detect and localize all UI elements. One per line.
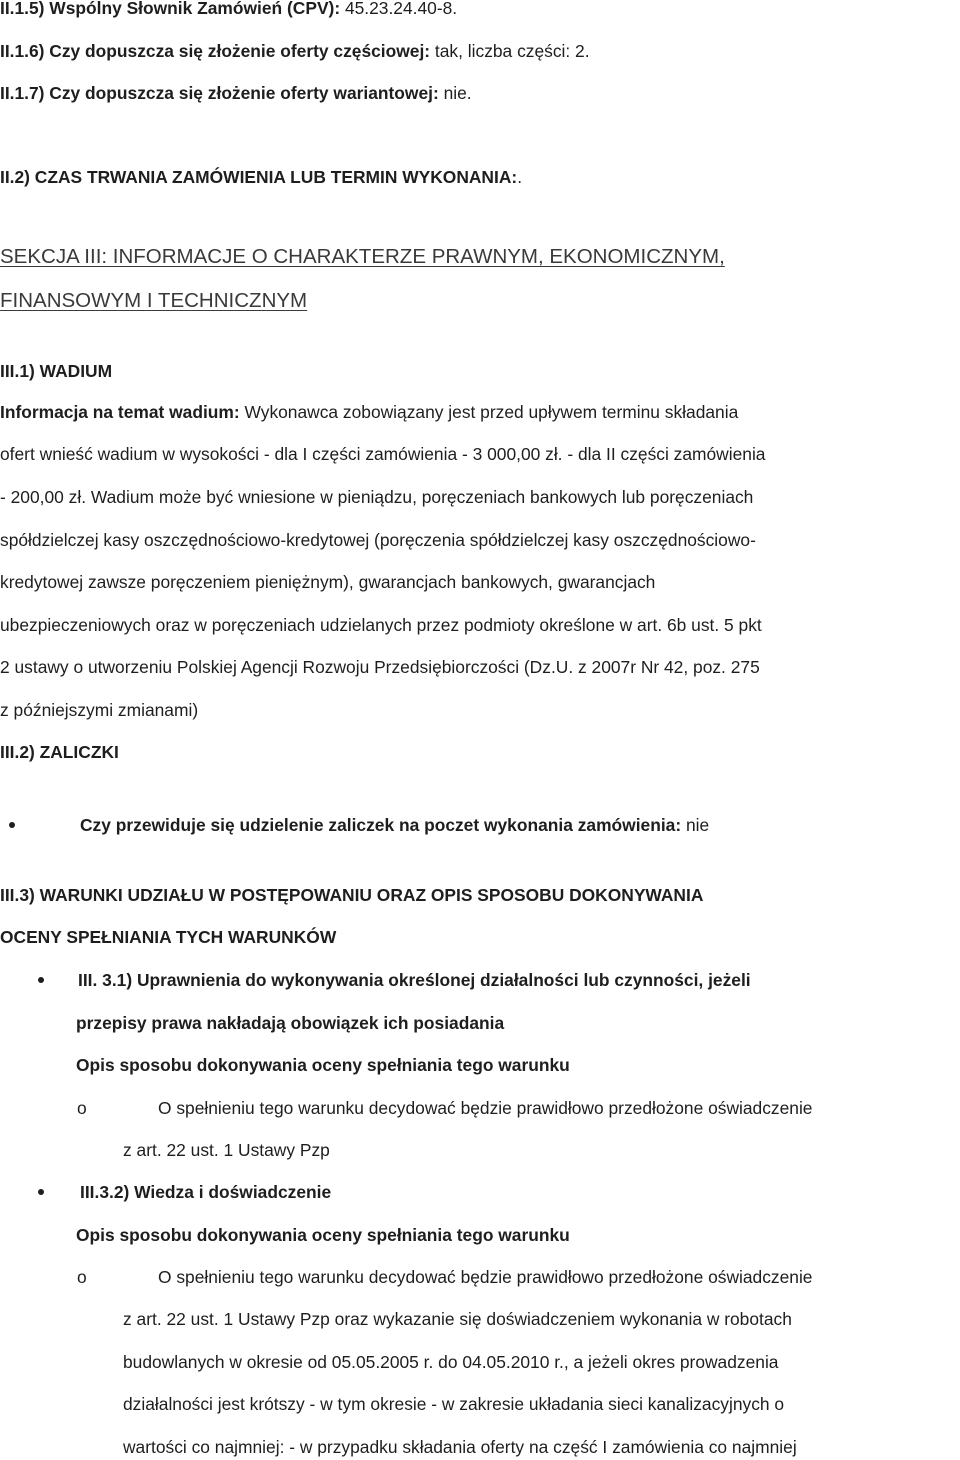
item2-desc-heading: Opis sposobu dokonywania oceny spełniania tego warunku	[76, 1225, 570, 1245]
item2-sub-line-1: z art. 22 ust. 1 Ustawy Pzp oraz wykazanie się doświadczeniem wykonania w robotach	[123, 1309, 792, 1329]
item1-title-line2: przepisy prawa nakładają obowiązek ich posiadania	[76, 1013, 505, 1033]
partial-offer-value: tak, liczba części: 2.	[430, 41, 590, 61]
circle-bullet-icon: o	[77, 1267, 87, 1287]
warunki-heading-line1: III.3) WARUNKI UDZIAŁU W POSTĘPOWANIU ORAZ OPIS SPOSOBU DOKONYWANIA	[0, 885, 704, 905]
wadium-line-5: ubezpieczeniowych oraz w poręczeniach udzielanych przez podmioty określone w art. 6b ust. 5 pkt	[0, 615, 762, 635]
wadium-line-0: Informacja na temat wadium: Wykonawca zobowiązany jest przed upływem terminu składania	[0, 402, 739, 422]
wadium-heading: III.1) WADIUM	[0, 361, 113, 381]
item1-desc-heading: Opis sposobu dokonywania oceny spełniania tego warunku	[76, 1055, 570, 1075]
cpv-line	[0, 0, 457, 19]
wadium-info-label: Informacja na temat wadium:	[0, 402, 240, 422]
bullet-icon	[38, 1189, 44, 1195]
warunki-heading-line2: OCENY SPEŁNIANIA TYCH WARUNKÓW	[0, 927, 337, 947]
variant-offer-value: nie.	[438, 83, 472, 103]
zaliczki-question: Czy przewiduje się udzielenie zaliczek na poczet wykonania zamówienia:	[80, 815, 682, 835]
bullet-icon	[9, 822, 15, 828]
item1-sub-line-1: z art. 22 ust. 1 Ustawy Pzp	[123, 1140, 330, 1160]
wadium-line-7: z późniejszymi zmianami)	[0, 700, 199, 720]
zaliczki-heading: III.2) ZALICZKI	[0, 742, 119, 762]
wadium-line-2: - 200,00 zł. Wadium może być wniesione w pieniądzu, poręczeniach bankowych lub poręczeniach	[0, 487, 754, 507]
section3-title-line1: SEKCJA III: INFORMACJE O CHARAKTERZE PRAWNYM, EKONOMICZNYM,	[0, 245, 725, 268]
duration-label: II.2) CZAS TRWANIA ZAMÓWIENIA LUB TERMIN WYKONANIA:	[0, 167, 518, 187]
item2-sub-line-4: wartości co najmniej: - w przypadku składania oferty na część I zamówienia co najmniej	[123, 1437, 797, 1457]
cpv-label: II.1.5) Wspólny Słownik Zamówień (CPV):	[0, 0, 341, 18]
variant-offer-line	[0, 82, 472, 104]
partial-offer-line	[0, 40, 590, 62]
item2-title: III.3.2) Wiedza i doświadczenie	[80, 1182, 332, 1202]
bullet-icon	[38, 977, 44, 983]
circle-bullet-icon: o	[77, 1098, 87, 1118]
wadium-line-4: kredytowej zawsze poręczeniem pieniężnym), gwarancjach bankowych, gwarancjach	[0, 572, 656, 592]
zaliczki-answer: nie	[681, 815, 710, 835]
duration-value: .	[517, 167, 523, 187]
cpv-value: 45.23.24.40-8.	[340, 0, 458, 18]
variant-offer-label: II.1.7) Czy dopuszcza się złożenie oferty wariantowej:	[0, 83, 439, 103]
item2-sub-line-3: działalności jest krótszy - w tym okresie - w zakresie układania sieci kanalizacyjnych o	[123, 1394, 785, 1414]
item2-sub-line-0: O spełnieniu tego warunku decydować będzie prawidłowo przedłożone oświadczenie	[158, 1267, 813, 1287]
zaliczki-question-line	[80, 814, 709, 836]
wadium-line-1: ofert wnieść wadium w wysokości - dla I części zamówienia - 3 000,00 zł. - dla II części zamówienia	[0, 444, 766, 464]
item2-sub-line-2: budowlanych w okresie od 05.05.2005 r. do 04.05.2010 r., a jeżeli okres prowadzenia	[123, 1352, 779, 1372]
partial-offer-label: II.1.6) Czy dopuszcza się złożenie oferty częściowej:	[0, 41, 431, 61]
item1-sub-line-0: O spełnieniu tego warunku decydować będzie prawidłowo przedłożone oświadczenie	[158, 1098, 813, 1118]
section3-title-line2: FINANSOWYM I TECHNICZNYM	[0, 289, 308, 312]
wadium-line-6: 2 ustawy o utworzeniu Polskiej Agencji Rozwoju Przedsiębiorczości (Dz.U. z 2007r Nr 42, poz. 275	[0, 657, 760, 677]
item1-title-line1: III. 3.1) Uprawnienia do wykonywania określonej działalności lub czynności, jeżeli	[78, 970, 751, 990]
duration-line	[0, 166, 522, 188]
wadium-line-3: spółdzielczej kasy oszczędnościowo-kredytowej (poręczenia spółdzielczej kasy oszczędnościowo-	[0, 530, 756, 550]
